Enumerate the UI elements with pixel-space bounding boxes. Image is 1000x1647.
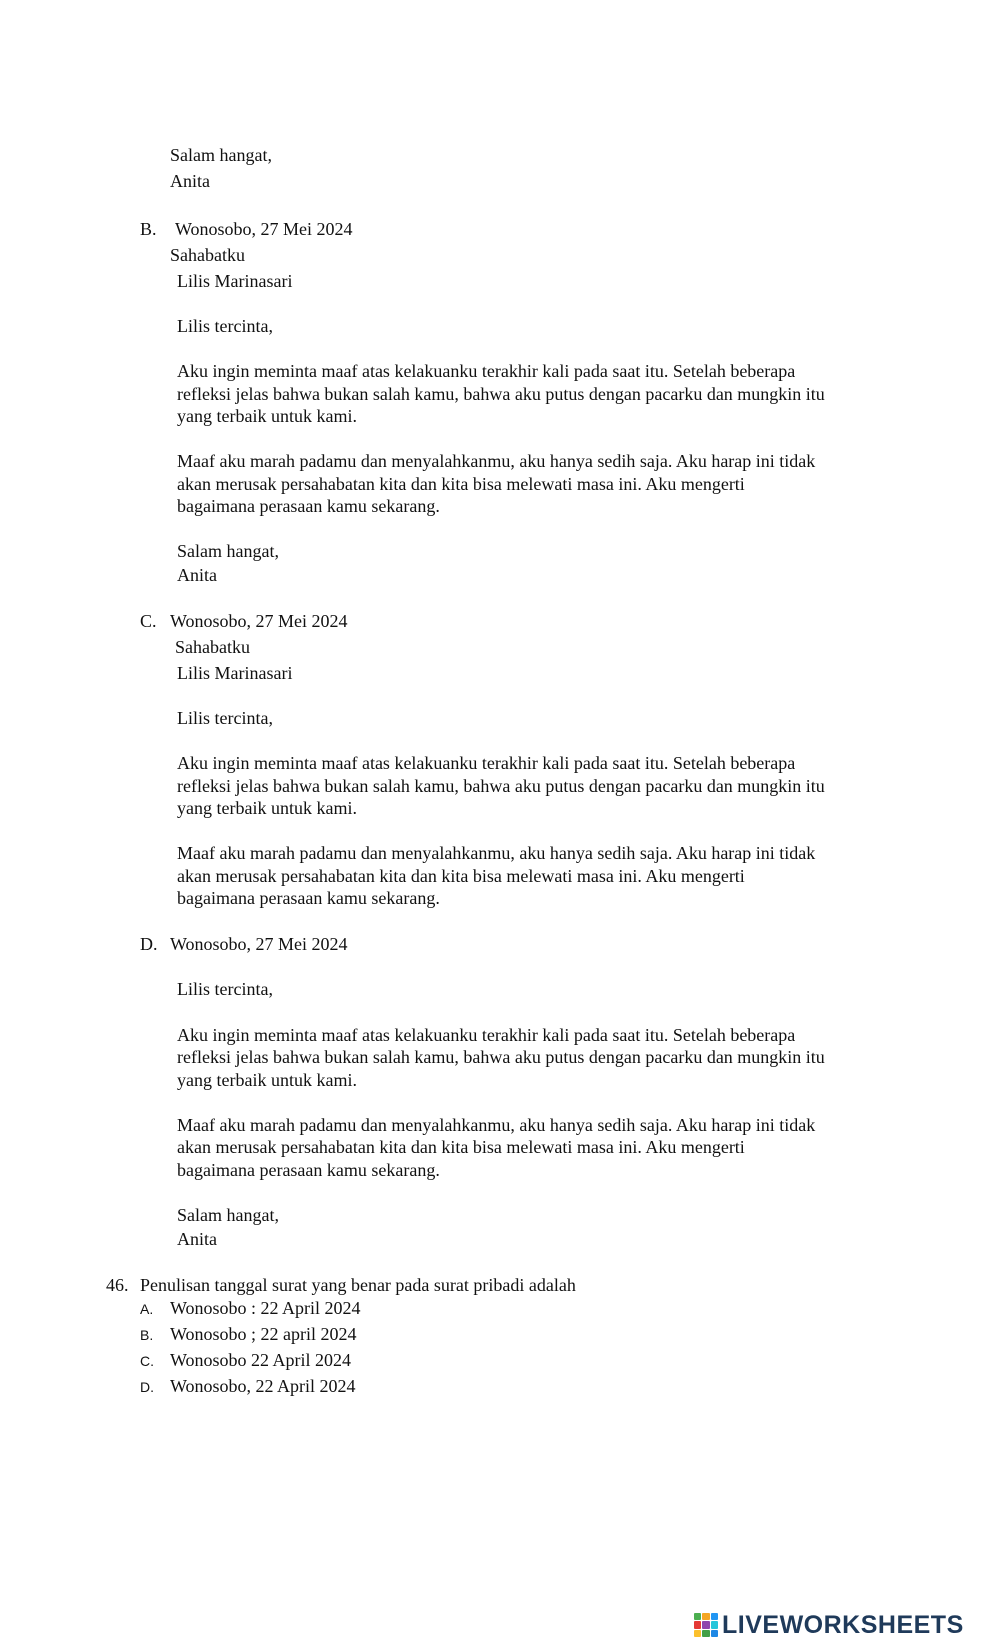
logo-square	[702, 1630, 709, 1637]
logo-square	[694, 1613, 701, 1620]
option-c-label: C.	[140, 611, 157, 631]
option-c-para1-line1: Aku ingin meminta maaf atas kelakuanku terakhir kali pada saat itu. Setelah beberapa	[177, 753, 796, 773]
option-b-signature: Anita	[177, 565, 217, 585]
answer-b-label: B.	[140, 1327, 154, 1343]
logo-square	[711, 1630, 718, 1637]
option-d-para2-line3: bagaimana perasaan kamu sekarang.	[177, 1160, 440, 1180]
option-d-para1-line1: Aku ingin meminta maaf atas kelakuanku terakhir kali pada saat itu. Setelah beberapa	[177, 1025, 796, 1045]
option-b-para2-line1: Maaf aku marah padamu dan menyalahkanmu, aku hanya sedih saja. Aku harap ini tidak	[177, 451, 816, 471]
option-d-para1-line2: refleksi jelas bahwa bukan salah kamu, bahwa aku putus dengan pacarku dan mungkin itu	[177, 1047, 825, 1067]
logo-square	[711, 1621, 718, 1628]
option-d-para2-line2: akan merusak persahabatan kita dan kita bisa melewati masa ini. Aku mengerti	[177, 1137, 745, 1157]
option-c-recipient-2: Lilis Marinasari	[177, 663, 293, 683]
option-d-para2-line1: Maaf aku marah padamu dan menyalahkanmu, aku hanya sedih saja. Aku harap ini tidak	[177, 1115, 816, 1135]
option-c-date: Wonosobo, 27 Mei 2024	[170, 611, 348, 631]
answer-d-text: Wonosobo, 22 April 2024	[170, 1376, 356, 1396]
logo-text: LIVEWORKSHEETS	[722, 1610, 964, 1639]
option-b-label: B.	[140, 219, 157, 239]
option-d-label: D.	[140, 934, 158, 954]
option-c-greeting: Lilis tercinta,	[177, 708, 273, 728]
option-b-para1-line1: Aku ingin meminta maaf atas kelakuanku terakhir kali pada saat itu. Setelah beberapa	[177, 361, 796, 381]
liveworksheets-logo	[694, 1610, 964, 1640]
logo-square	[702, 1613, 709, 1620]
option-d-date: Wonosobo, 27 Mei 2024	[170, 934, 348, 954]
option-a-signature: Anita	[170, 171, 210, 191]
option-d-greeting: Lilis tercinta,	[177, 979, 273, 999]
answer-c-text: Wonosobo 22 April 2024	[170, 1350, 352, 1370]
option-b-recipient-2: Lilis Marinasari	[177, 271, 293, 291]
question-text: Penulisan tanggal surat yang benar pada surat pribadi adalah	[140, 1275, 576, 1295]
option-b-para1-line3: yang terbaik untuk kami.	[177, 406, 357, 426]
option-d-para1-line3: yang terbaik untuk kami.	[177, 1070, 357, 1090]
option-b-para2-line3: bagaimana perasaan kamu sekarang.	[177, 496, 440, 516]
answer-a-text: Wonosobo : 22 April 2024	[170, 1298, 361, 1318]
option-c-para1-line2: refleksi jelas bahwa bukan salah kamu, bahwa aku putus dengan pacarku dan mungkin itu	[177, 776, 825, 796]
logo-square	[694, 1630, 701, 1637]
logo-square	[711, 1613, 718, 1620]
option-c-para1-line3: yang terbaik untuk kami.	[177, 798, 357, 818]
answer-d-label: D.	[140, 1379, 154, 1395]
option-b-date: Wonosobo, 27 Mei 2024	[175, 219, 353, 239]
answer-a-label: A.	[140, 1301, 154, 1317]
option-c-para2-line3: bagaimana perasaan kamu sekarang.	[177, 888, 440, 908]
option-c-para2-line2: akan merusak persahabatan kita dan kita bisa melewati masa ini. Aku mengerti	[177, 866, 745, 886]
option-c-para2-line1: Maaf aku marah padamu dan menyalahkanmu, aku hanya sedih saja. Aku harap ini tidak	[177, 843, 816, 863]
logo-square	[694, 1621, 701, 1628]
question-number: 46.	[106, 1275, 129, 1295]
option-d-signature: Anita	[177, 1229, 217, 1249]
liveworksheets-logo-icon	[694, 1613, 718, 1637]
option-d-closing: Salam hangat,	[177, 1205, 279, 1225]
option-a-closing: Salam hangat,	[170, 145, 272, 165]
option-b-recipient-1: Sahabatku	[170, 245, 245, 265]
option-b-para1-line2: refleksi jelas bahwa bukan salah kamu, bahwa aku putus dengan pacarku dan mungkin itu	[177, 384, 825, 404]
option-c-recipient-1: Sahabatku	[175, 637, 250, 657]
option-b-closing: Salam hangat,	[177, 541, 279, 561]
option-b-para2-line2: akan merusak persahabatan kita dan kita bisa melewati masa ini. Aku mengerti	[177, 474, 745, 494]
option-b-greeting: Lilis tercinta,	[177, 316, 273, 336]
answer-b-text: Wonosobo ; 22 april 2024	[170, 1324, 357, 1344]
logo-square	[702, 1621, 709, 1628]
answer-c-label: C.	[140, 1353, 154, 1369]
